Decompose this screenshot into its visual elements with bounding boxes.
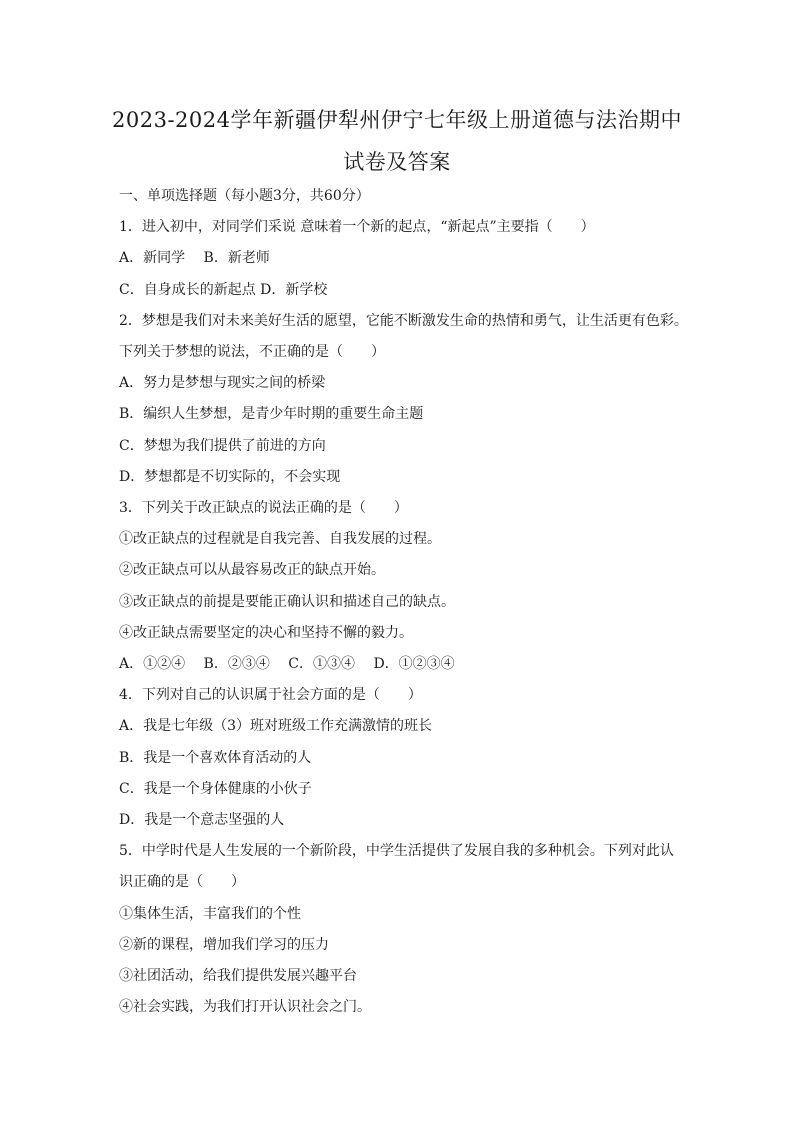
question-1-options-ab: A．新同学 B．新老师 [119,250,270,266]
question-5-item-2: ②新的课程，增加我们学习的压力 [119,937,329,953]
question-2-option-a: A．努力是梦想与现实之间的桥梁 [119,375,326,391]
question-2-option-d: D．梦想都是不切实际的，不会实现 [119,469,341,485]
document-title-line-2: 试卷及答案 [343,150,451,174]
question-3-item-3: ③改正缺点的前提是要能正确认识和描述自己的缺点。 [119,594,455,610]
question-4-option-c: C．我是一个身体健康的小伙子 [119,781,312,797]
question-3-stem: 3．下列关于改正缺点的说法正确的是（ ） [119,500,408,516]
question-4-stem: 4．下列对自己的认识属于社会方面的是（ ） [119,687,422,703]
question-2-option-b: B．编织人生梦想，是青少年时期的重要生命主题 [119,406,424,422]
question-1-stem: 1．进入初中，对同学们采说 意味着一个新的起点，“新起点”主要指（ ） [119,219,595,235]
section-heading: 一、单项选择题（每小题3分，共60分） [119,188,370,204]
question-3-item-4: ④改正缺点需要坚定的决心和坚持不懈的毅力。 [119,625,413,641]
question-2-option-c: C．梦想为我们提供了前进的方向 [119,438,326,454]
question-2-stem-line-1: 2．梦想是我们对未来美好生活的愿望，它能不断激发生命的热情和勇气，让生活更有色彩。 [119,313,688,329]
question-3-options: A．①②④ B．②③④ C．①③④ D．①②③④ [119,656,455,672]
question-4-option-d: D．我是一个意志坚强的人 [119,812,285,828]
question-4-option-b: B．我是一个喜欢体育活动的人 [119,750,312,766]
question-5-item-3: ③社团活动，给我们提供发展兴趣平台 [119,968,357,984]
question-2-stem-line-2: 下列关于梦想的说法，不正确的是（ ） [119,344,385,360]
question-3-item-2: ②改正缺点可以从最容易改正的缺点开始。 [119,562,385,578]
question-1-options-cd: C．自身成长的新起点 D．新学校 [119,282,328,298]
question-5-stem-line-2: 识正确的是（ ） [119,874,245,890]
document-title-line-1: 2023-2024学年新疆伊犁州伊宁七年级上册道德与法治期中 [112,108,682,132]
question-5-item-4: ④社会实践，为我们打开认识社会之门。 [119,999,371,1015]
question-3-item-1: ①改正缺点的过程就是自我完善、自我发展的过程。 [119,531,441,547]
question-5-item-1: ①集体生活，丰富我们的个性 [119,906,301,922]
question-5-stem-line-1: 5．中学时代是人生发展的一个新阶段，中学生活提供了发展自我的多种机会。下列对此认 [119,843,674,859]
question-4-option-a: A．我是七年级（3）班对班级工作充满激情的班长 [119,718,433,734]
